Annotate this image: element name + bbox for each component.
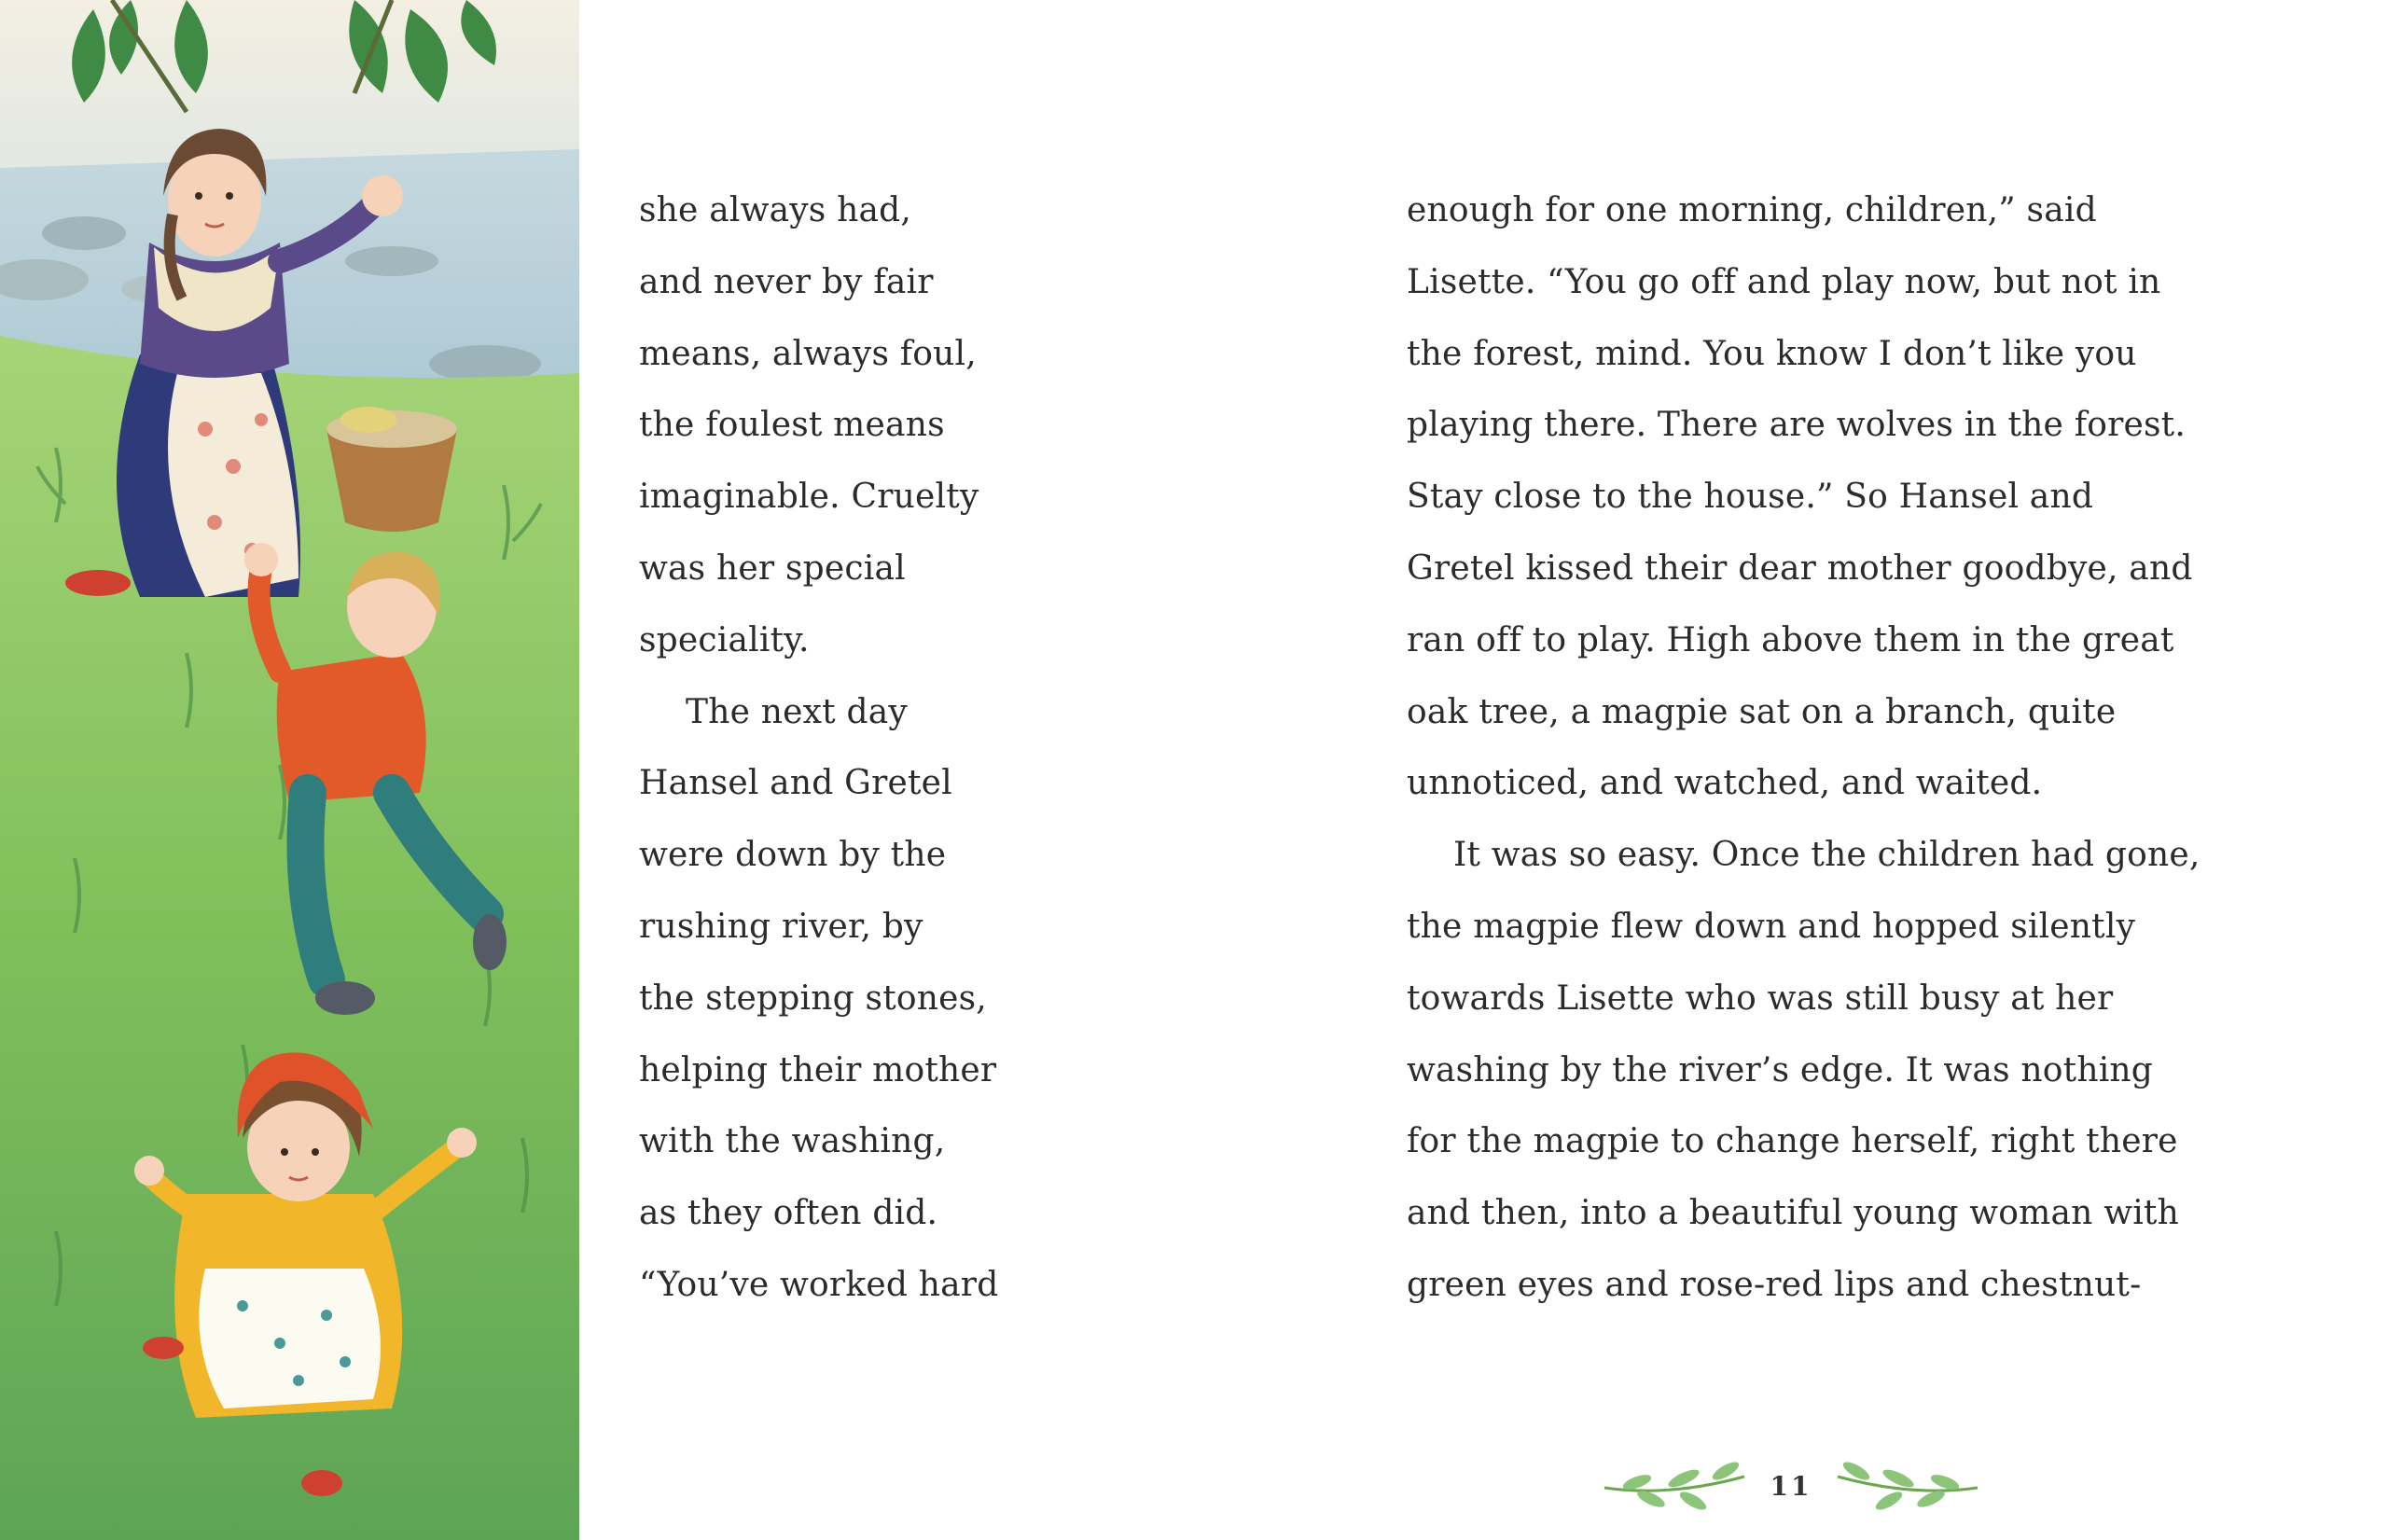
text-line: towards Lisette who was still busy at her — [1407, 978, 2114, 1018]
text-line: playing there. There are wolves in the forest. — [1407, 406, 2186, 445]
text-line: the stepping stones, — [639, 978, 987, 1018]
text-line: Stay close to the house.” So Hansel and — [1407, 478, 2094, 517]
text-line: “You’ve worked hard — [639, 1265, 999, 1304]
text-line: imaginable. Cruelty — [639, 478, 979, 517]
text-line: washing by the river’s edge. It was nothing — [1407, 1050, 2154, 1089]
text-line: she always had, — [639, 191, 912, 229]
page-number: 11 — [1770, 1471, 1812, 1502]
text-line: rushing river, by — [639, 907, 923, 946]
text-line: Gretel kissed their dear mother goodbye, and — [1407, 548, 2193, 588]
text-line: Lisette. “You go off and play now, but not in — [1407, 262, 2161, 301]
left-text-column — [639, 175, 1031, 1322]
text-line: was her special — [639, 548, 906, 588]
text-line: helping their mother — [639, 1050, 997, 1089]
text-line: It was so easy. Once the children had gone, — [1453, 836, 2201, 875]
text-line: unnoticed, and watched, and waited. — [1407, 764, 2043, 803]
text-line: the forest, mind. You know I don’t like you — [1407, 334, 2137, 373]
text-line: Hansel and Gretel — [639, 764, 952, 803]
illustration-panel — [0, 0, 579, 1540]
text-line: the magpie flew down and hopped silently — [1407, 907, 2136, 946]
text-line: enough for one morning, children,” said — [1407, 191, 2097, 229]
text-line: with the washing, — [639, 1122, 946, 1161]
text-line: speciality. — [639, 620, 810, 659]
text-line: and never by fair — [639, 262, 934, 301]
mother-and-children-illustration — [0, 0, 579, 1540]
text-line: were down by the — [639, 836, 947, 875]
text-line: and then, into a beautiful young woman with — [1407, 1194, 2179, 1233]
text-line: for the magpie to change herself, right there — [1407, 1122, 2178, 1161]
right-text-column — [1407, 175, 2246, 1322]
page-folio — [1586, 1450, 1996, 1525]
text-line: the foulest means — [639, 406, 945, 445]
text-line: ran off to play. High above them in the great — [1407, 620, 2174, 659]
text-line: means, always foul, — [639, 334, 977, 373]
text-line: as they often did. — [639, 1194, 938, 1233]
text-line: The next day — [686, 692, 908, 731]
text-line: oak tree, a magpie sat on a branch, quite — [1407, 692, 2117, 731]
text-line: green eyes and rose-red lips and chestnut- — [1407, 1265, 2142, 1304]
